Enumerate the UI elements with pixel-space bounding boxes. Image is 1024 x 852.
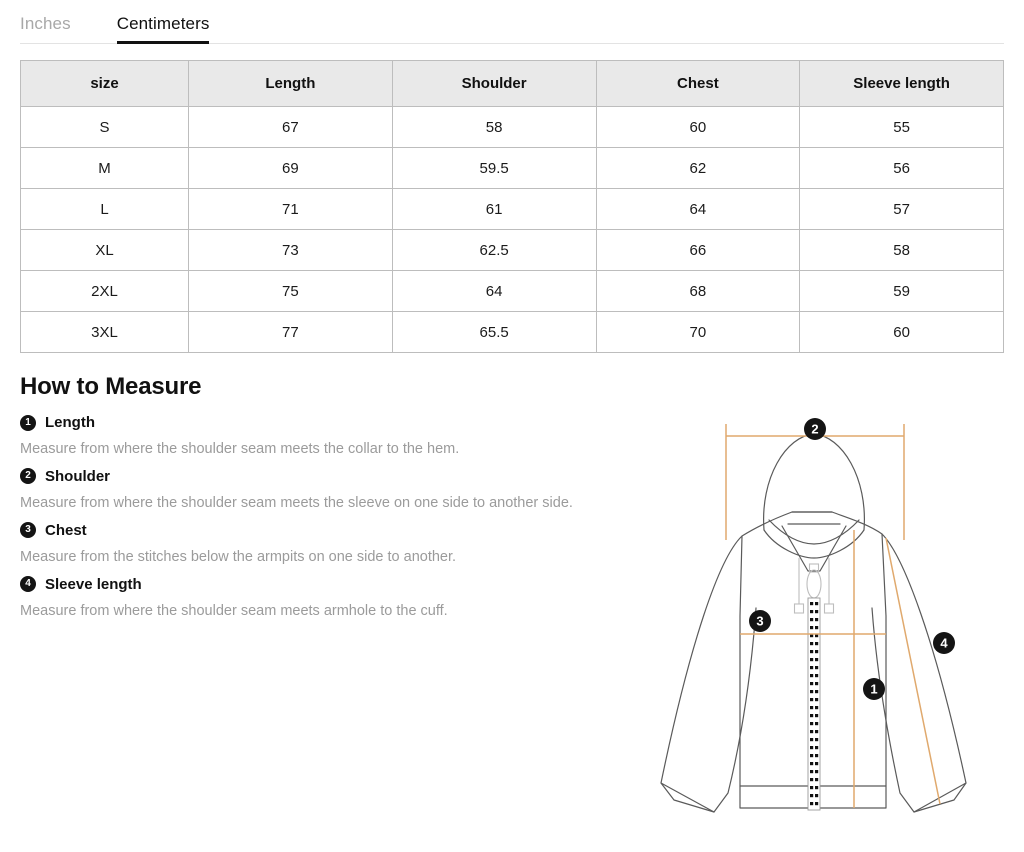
size-table (20, 60, 1004, 353)
how-to-measure-list (20, 414, 640, 620)
measure-item-sleeve-length (20, 576, 640, 621)
size-table-body (21, 107, 1004, 353)
measure-item-heading (20, 576, 640, 593)
cell-chest: 64 (596, 189, 800, 230)
column-header-shoulder: Shoulder (392, 61, 596, 107)
cell-length: 73 (189, 230, 393, 271)
tab-centimeters[interactable]: Centimeters (117, 15, 210, 43)
zipper-icon (808, 598, 820, 810)
cell-chest: 60 (596, 107, 800, 148)
table-row (21, 148, 1004, 189)
column-header-sleeve-length: Sleeve length (800, 61, 1004, 107)
column-header-chest: Chest (596, 61, 800, 107)
cell-shoulder: 58 (392, 107, 596, 148)
measure-item-length (20, 414, 640, 459)
svg-text:3: 3 (756, 613, 764, 629)
number-badge-4-icon: 4 (20, 576, 36, 592)
measure-item-description: Measure from where the shoulder seam meets the collar to the hem. (20, 441, 460, 457)
cell-size: 3XL (21, 312, 189, 353)
table-row (21, 189, 1004, 230)
cell-size: 2XL (21, 271, 189, 312)
measure-item-description: Measure from the stitches below the armpits on one side to another. (20, 548, 457, 565)
measure-item-description: Measure from where the shoulder seam meets armhole to the cuff. (20, 602, 448, 619)
cell-size: XL (21, 230, 189, 271)
cell-size: S (21, 107, 189, 148)
cell-chest: 70 (596, 312, 800, 353)
table-row (21, 230, 1004, 271)
cell-shoulder: 61 (392, 189, 596, 230)
cell-sleeve-length: 57 (800, 189, 1004, 230)
size-table-header (21, 61, 1004, 107)
cell-chest: 62 (596, 148, 800, 189)
table-header-row (21, 61, 1004, 107)
measure-item-label: Sleeve length (45, 575, 142, 593)
diagram-marker-length (863, 678, 885, 700)
cell-length: 67 (189, 107, 393, 148)
cell-length: 75 (189, 271, 393, 312)
unit-tabs (20, 0, 1004, 44)
cell-size: L (21, 189, 189, 230)
cell-sleeve-length: 55 (800, 107, 1004, 148)
svg-text:4: 4 (940, 635, 948, 651)
measure-item-chest (20, 522, 640, 567)
svg-text:2: 2 (811, 421, 819, 437)
diagram-marker-sleeve-length (933, 632, 955, 654)
measure-item-heading (20, 414, 640, 431)
measure-item-shoulder (20, 468, 640, 513)
cell-length: 69 (189, 148, 393, 189)
how-to-measure-title: How to Measure (20, 373, 202, 400)
number-badge-1-icon: 1 (20, 415, 36, 431)
measure-item-description: Measure from where the shoulder seam meets the sleeve on one side to another side. (20, 494, 573, 511)
cell-length: 71 (189, 189, 393, 230)
tab-inches[interactable]: Inches (20, 15, 71, 43)
cell-shoulder: 64 (392, 271, 596, 312)
cell-sleeve-length: 60 (800, 312, 1004, 353)
column-header-length: Length (189, 61, 393, 107)
column-header-size: size (21, 61, 189, 107)
cell-size: M (21, 148, 189, 189)
table-row (21, 271, 1004, 312)
table-row (21, 107, 1004, 148)
cell-shoulder: 65.5 (392, 312, 596, 353)
measure-item-heading (20, 468, 640, 485)
number-badge-3-icon: 3 (20, 522, 36, 538)
cell-length: 77 (189, 312, 393, 353)
measure-item-label: Shoulder (45, 467, 111, 485)
svg-text:1: 1 (870, 681, 878, 697)
cell-sleeve-length: 58 (800, 230, 1004, 271)
cell-sleeve-length: 56 (800, 148, 1004, 189)
table-row (21, 312, 1004, 353)
measure-item-heading (20, 522, 640, 539)
measure-item-label: Chest (45, 521, 87, 539)
hoodie-illustration-icon (636, 408, 1016, 848)
diagram-marker-shoulder (804, 418, 826, 440)
number-badge-2-icon: 2 (20, 468, 36, 484)
cell-chest: 66 (596, 230, 800, 271)
cell-shoulder: 59.5 (392, 148, 596, 189)
measure-item-label: Length (45, 414, 95, 431)
diagram-marker-chest (749, 610, 771, 632)
hoodie-diagram (636, 408, 1016, 848)
cell-shoulder: 62.5 (392, 230, 596, 271)
cell-chest: 68 (596, 271, 800, 312)
cell-sleeve-length: 59 (800, 271, 1004, 312)
